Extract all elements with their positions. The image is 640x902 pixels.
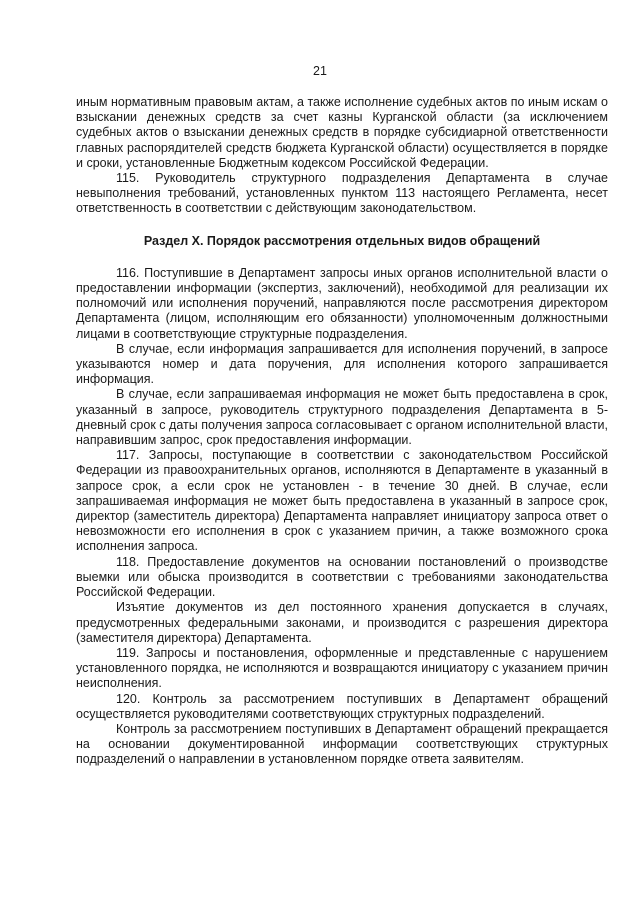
paragraph-116: 116. Поступившие в Департамент запросы иных органов исполнительной власти о предоставлении информации (экспертиз, заключений), необходимой для реализации их полномочий или исполнения поручений, направляются после рассмотрения директором Департамента (лицом, исполняющим его обязанности) уполномоченным должностными лицами в соответствующие структурные подразделения. <box>76 265 608 341</box>
section-title: Раздел X. Порядок рассмотрения отдельных видов обращений <box>143 233 541 248</box>
paragraph-120: 120. Контроль за рассмотрением поступивших в Департамент обращений осуществляется руководителями соответствующих структурных подразделений. <box>76 691 608 721</box>
paragraph-115: 115. Руководитель структурного подразделения Департамента в случае невыполнения требований, установленных пунктом 113 настоящего Регламента, несет ответственность в соответствии с действующим законодательством. <box>76 171 608 216</box>
paragraph-117: 117. Запросы, поступающие в соответствии с законодательством Российской Федерации из правоохранительных органов, исполняются в Департаменте в указанный в запросе срок, а если срок не установлен - в течение 30 дней. В случае, если запрашиваемая информация не может быть предоставлена в указанный в запросе срок, директор (заместитель директора) Департамента направляет инициатору запроса ответ о невозможности его исполнения в срок с указанием причин, а также возможного срока исполнения запроса. <box>76 448 608 554</box>
paragraph-120-termination: Контроль за рассмотрением поступивших в Департамент обращений прекращается на основании документированной информации соответствующих структурных подразделений о направлении в установленном порядке ответа заявителям. <box>76 721 608 767</box>
paragraph-119: 119. Запросы и постановления, оформленные и представленные с нарушением установленного порядка, не исполняются и возвращаются инициатору с указанием причин неисполнения. <box>76 645 608 691</box>
document-body <box>76 95 608 768</box>
paragraph-118-withdrawal: Изъятие документов из дел постоянного хранения допускается в случаях, предусмотренных федеральными законами, и производится с разрешения директора (заместителя директора) Департамента. <box>76 600 608 645</box>
paragraph-116-deadline: В случае, если запрашиваемая информация не может быть предоставлена в срок, указанный в запросе, руководитель структурного подразделения Департамента в 5-дневный срок с даты получения запроса согласовывает с органом исполнительной власти, направившим запрос, срок предоставления информации. <box>76 387 608 448</box>
paragraph-118: 118. Предоставление документов на основании постановлений о производстве выемки или обыска производится в соответствии с требованиями законодательства Российской Федерации. <box>76 554 608 600</box>
page-number: 21 <box>313 64 327 78</box>
intro-paragraph: иным нормативным правовым актам, а также исполнение судебных актов по иным искам о взыскании денежных средств за счет казны Курганской области (за исключением судебных актов о взыскании денежных средств в порядке субсидиарной ответственности главных распорядителей средств бюджета Курганской области) осуществляется в порядке и сроки, установленные Бюджетным кодексом Российской Федерации. <box>76 95 608 170</box>
paragraph-116-info-for-orders: В случае, если информация запрашивается для исполнения поручений, в запросе указываются номер и дата поручения, для исполнения которого запрашивается информация. <box>76 341 608 387</box>
